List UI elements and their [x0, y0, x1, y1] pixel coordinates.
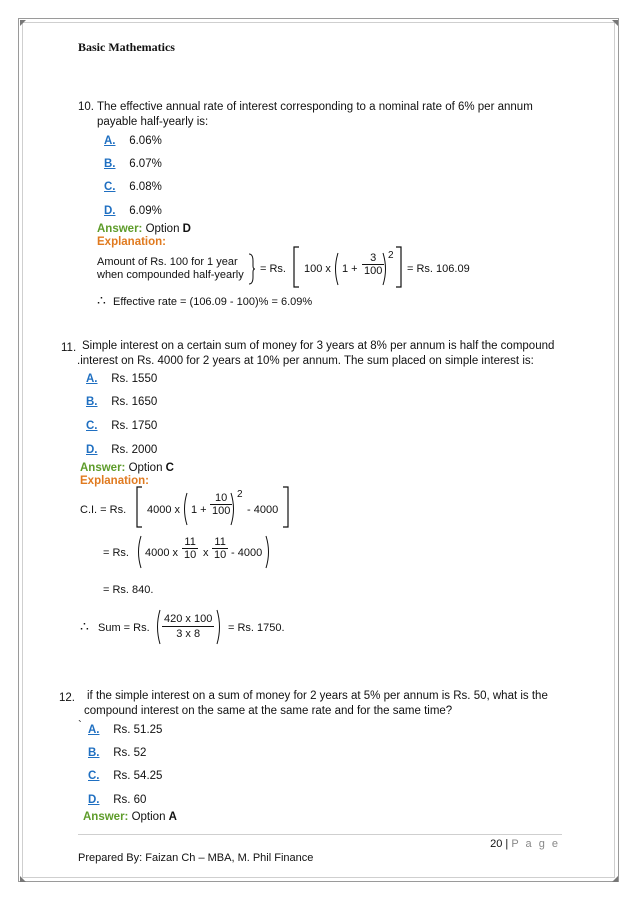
- q10-eq-100x: 100 x: [304, 263, 331, 275]
- q10-exp-line1: Amount of Rs. 100 for 1 year: [97, 256, 238, 268]
- option-text: Rs. 1550: [111, 373, 158, 385]
- corner-ornament-bottom-right: [612, 876, 618, 882]
- fraction-denominator: 3 x 8: [162, 626, 214, 641]
- q10-left-paren: [333, 252, 339, 286]
- fraction-denominator: 10: [184, 549, 197, 561]
- q12-bullet: `: [78, 720, 82, 732]
- option-text: 6.09%: [129, 205, 162, 217]
- q11-sum-result: = Rs. 1750.: [228, 622, 285, 634]
- q11-ci-exponent: 2: [237, 489, 243, 500]
- q10-explanation-label: Explanation:: [97, 236, 167, 248]
- q11-number: 11.: [61, 342, 77, 354]
- answer-option: C: [165, 462, 174, 474]
- q11-l2-times: x: [203, 547, 209, 559]
- option-letter: C.: [104, 181, 116, 193]
- q12-option-c[interactable]: [88, 770, 162, 782]
- q12-text-line1: if the simple interest on a sum of money for 2 years at 5% per annum is Rs. 50, what is the: [87, 690, 548, 702]
- q10-exp-line2: when compounded half-yearly: [97, 269, 244, 281]
- q11-ci-fraction: [210, 492, 232, 517]
- q10-text-line2: payable half-yearly is:: [97, 116, 209, 128]
- q10-right-bracket: [395, 246, 403, 288]
- option-text: Rs. 1650: [111, 396, 158, 408]
- q11-l2-4000x: 4000 x: [145, 547, 179, 559]
- q12-option-a[interactable]: [88, 724, 162, 736]
- q10-fraction: [362, 252, 384, 277]
- option-text: Rs. 51.25: [113, 724, 163, 736]
- q10-eq-rs: = Rs.: [260, 263, 286, 275]
- q11-ci-4000x: 4000 x: [147, 504, 181, 516]
- q12-text-line2: compound interest on the same at the same rate and for the same time?: [84, 705, 453, 717]
- answer-label: Answer:: [80, 462, 126, 474]
- q12-answer: [83, 811, 177, 823]
- fraction-numerator: 11: [214, 536, 226, 548]
- q11-l3: = Rs. 840.: [103, 584, 154, 596]
- q10-eq-result: = Rs. 106.09: [407, 263, 470, 275]
- q11-option-a[interactable]: [86, 373, 157, 385]
- fraction-denominator: 100: [364, 265, 383, 277]
- q11-sum-left-paren: [155, 609, 161, 645]
- answer-text: Option: [131, 811, 166, 823]
- therefore-symbol: ∴: [97, 292, 106, 308]
- q11-left-paren: [182, 492, 188, 526]
- q11-right-bracket: [282, 486, 290, 528]
- q12-option-d[interactable]: [88, 794, 146, 806]
- q10-conclusion: Effective rate = (106.09 - 100)% = 6.09%: [113, 296, 313, 308]
- q10-number: 10.: [78, 101, 94, 113]
- option-letter: A.: [86, 373, 98, 385]
- q11-text-line2: .interest on Rs. 4000 for 2 years at 10% per annum. The sum placed on simple interest is:: [77, 355, 534, 367]
- option-text: 6.06%: [129, 135, 162, 147]
- q11-ci-label: C.I. = Rs.: [80, 504, 127, 516]
- fraction-numerator: 3: [370, 252, 377, 264]
- q11-l2-left-paren: [136, 535, 142, 569]
- q11-l2-right-paren: [265, 535, 271, 569]
- option-text: Rs. 52: [113, 747, 147, 759]
- q10-option-b[interactable]: [104, 158, 162, 170]
- q11-l2-rs: = Rs.: [103, 547, 129, 559]
- option-text: 6.08%: [129, 181, 162, 193]
- answer-option: A: [168, 811, 177, 823]
- q11-text-line1: Simple interest on a certain sum of money for 3 years at 8% per annum is half the compound: [82, 340, 555, 352]
- q11-ci-1plus: 1 +: [191, 504, 207, 516]
- option-text: Rs. 60: [113, 794, 147, 806]
- q11-option-b[interactable]: [86, 396, 157, 408]
- q10-left-bracket: [292, 246, 300, 288]
- q10-answer: [97, 223, 191, 235]
- page-separator: |: [505, 838, 509, 850]
- footer-prepared-by: Prepared By: Faizan Ch – MBA, M. Phil Finance: [78, 852, 314, 864]
- page-word: P a g e: [511, 838, 560, 850]
- q11-answer: [80, 462, 174, 474]
- option-letter: C.: [88, 770, 100, 782]
- q11-sum-right-paren: [216, 609, 222, 645]
- q11-l2-minus: - 4000: [231, 547, 263, 559]
- q11-sum-label: Sum = Rs.: [98, 622, 150, 634]
- fraction-denominator: 100: [212, 505, 231, 517]
- corner-ornament-bottom-left: [20, 876, 26, 882]
- page-number: 20: [490, 838, 503, 850]
- q11-l2-fraction2: [212, 536, 228, 561]
- answer-text: Option: [128, 462, 163, 474]
- q11-ci-minus: - 4000: [247, 504, 279, 516]
- q10-right-brace: [248, 253, 256, 285]
- footer-page-number: [490, 838, 560, 850]
- fraction-denominator: 10: [214, 549, 227, 561]
- option-text: Rs. 2000: [111, 444, 158, 456]
- option-letter: D.: [104, 205, 116, 217]
- q10-eq-1plus: 1 +: [342, 263, 358, 275]
- option-letter: B.: [88, 747, 100, 759]
- option-letter: C.: [86, 420, 98, 432]
- fraction-numerator: 11: [184, 536, 196, 548]
- fraction-numerator: 10: [215, 492, 228, 504]
- q11-sum-fraction: [162, 612, 214, 641]
- answer-text: Option: [145, 223, 180, 235]
- q10-exponent: 2: [388, 250, 394, 261]
- answer-label: Answer:: [83, 811, 129, 823]
- page-header-title: Basic Mathematics: [78, 40, 175, 54]
- footer-divider: [78, 834, 562, 835]
- answer-option: D: [182, 223, 191, 235]
- q12-option-b[interactable]: [88, 747, 146, 759]
- corner-ornament-top-left: [20, 20, 26, 26]
- therefore-symbol: ∴: [80, 618, 89, 634]
- option-letter: A.: [88, 724, 100, 736]
- fraction-numerator: 420 x 100: [164, 613, 213, 625]
- option-text: Rs. 1750: [111, 420, 158, 432]
- q11-l2-fraction1: [182, 536, 198, 561]
- q10-option-c[interactable]: [104, 181, 162, 193]
- q12-number: 12.: [59, 692, 75, 704]
- option-letter: B.: [104, 158, 116, 170]
- corner-ornament-top-right: [612, 20, 618, 26]
- option-text: 6.07%: [129, 158, 162, 170]
- q11-left-bracket: [135, 486, 143, 528]
- q10-text-line1: The effective annual rate of interest corresponding to a nominal rate of 6% per annum: [97, 101, 533, 113]
- q10-option-d[interactable]: [104, 205, 162, 217]
- q11-explanation-label: Explanation:: [80, 475, 150, 487]
- q11-right-paren: [230, 492, 236, 526]
- option-letter: A.: [104, 135, 116, 147]
- q11-option-d[interactable]: [86, 444, 157, 456]
- answer-label: Answer:: [97, 223, 143, 235]
- option-letter: B.: [86, 396, 98, 408]
- option-text: Rs. 54.25: [113, 770, 163, 782]
- option-letter: D.: [86, 444, 98, 456]
- q10-option-a[interactable]: [104, 135, 162, 147]
- q11-option-c[interactable]: [86, 420, 157, 432]
- option-letter: D.: [88, 794, 100, 806]
